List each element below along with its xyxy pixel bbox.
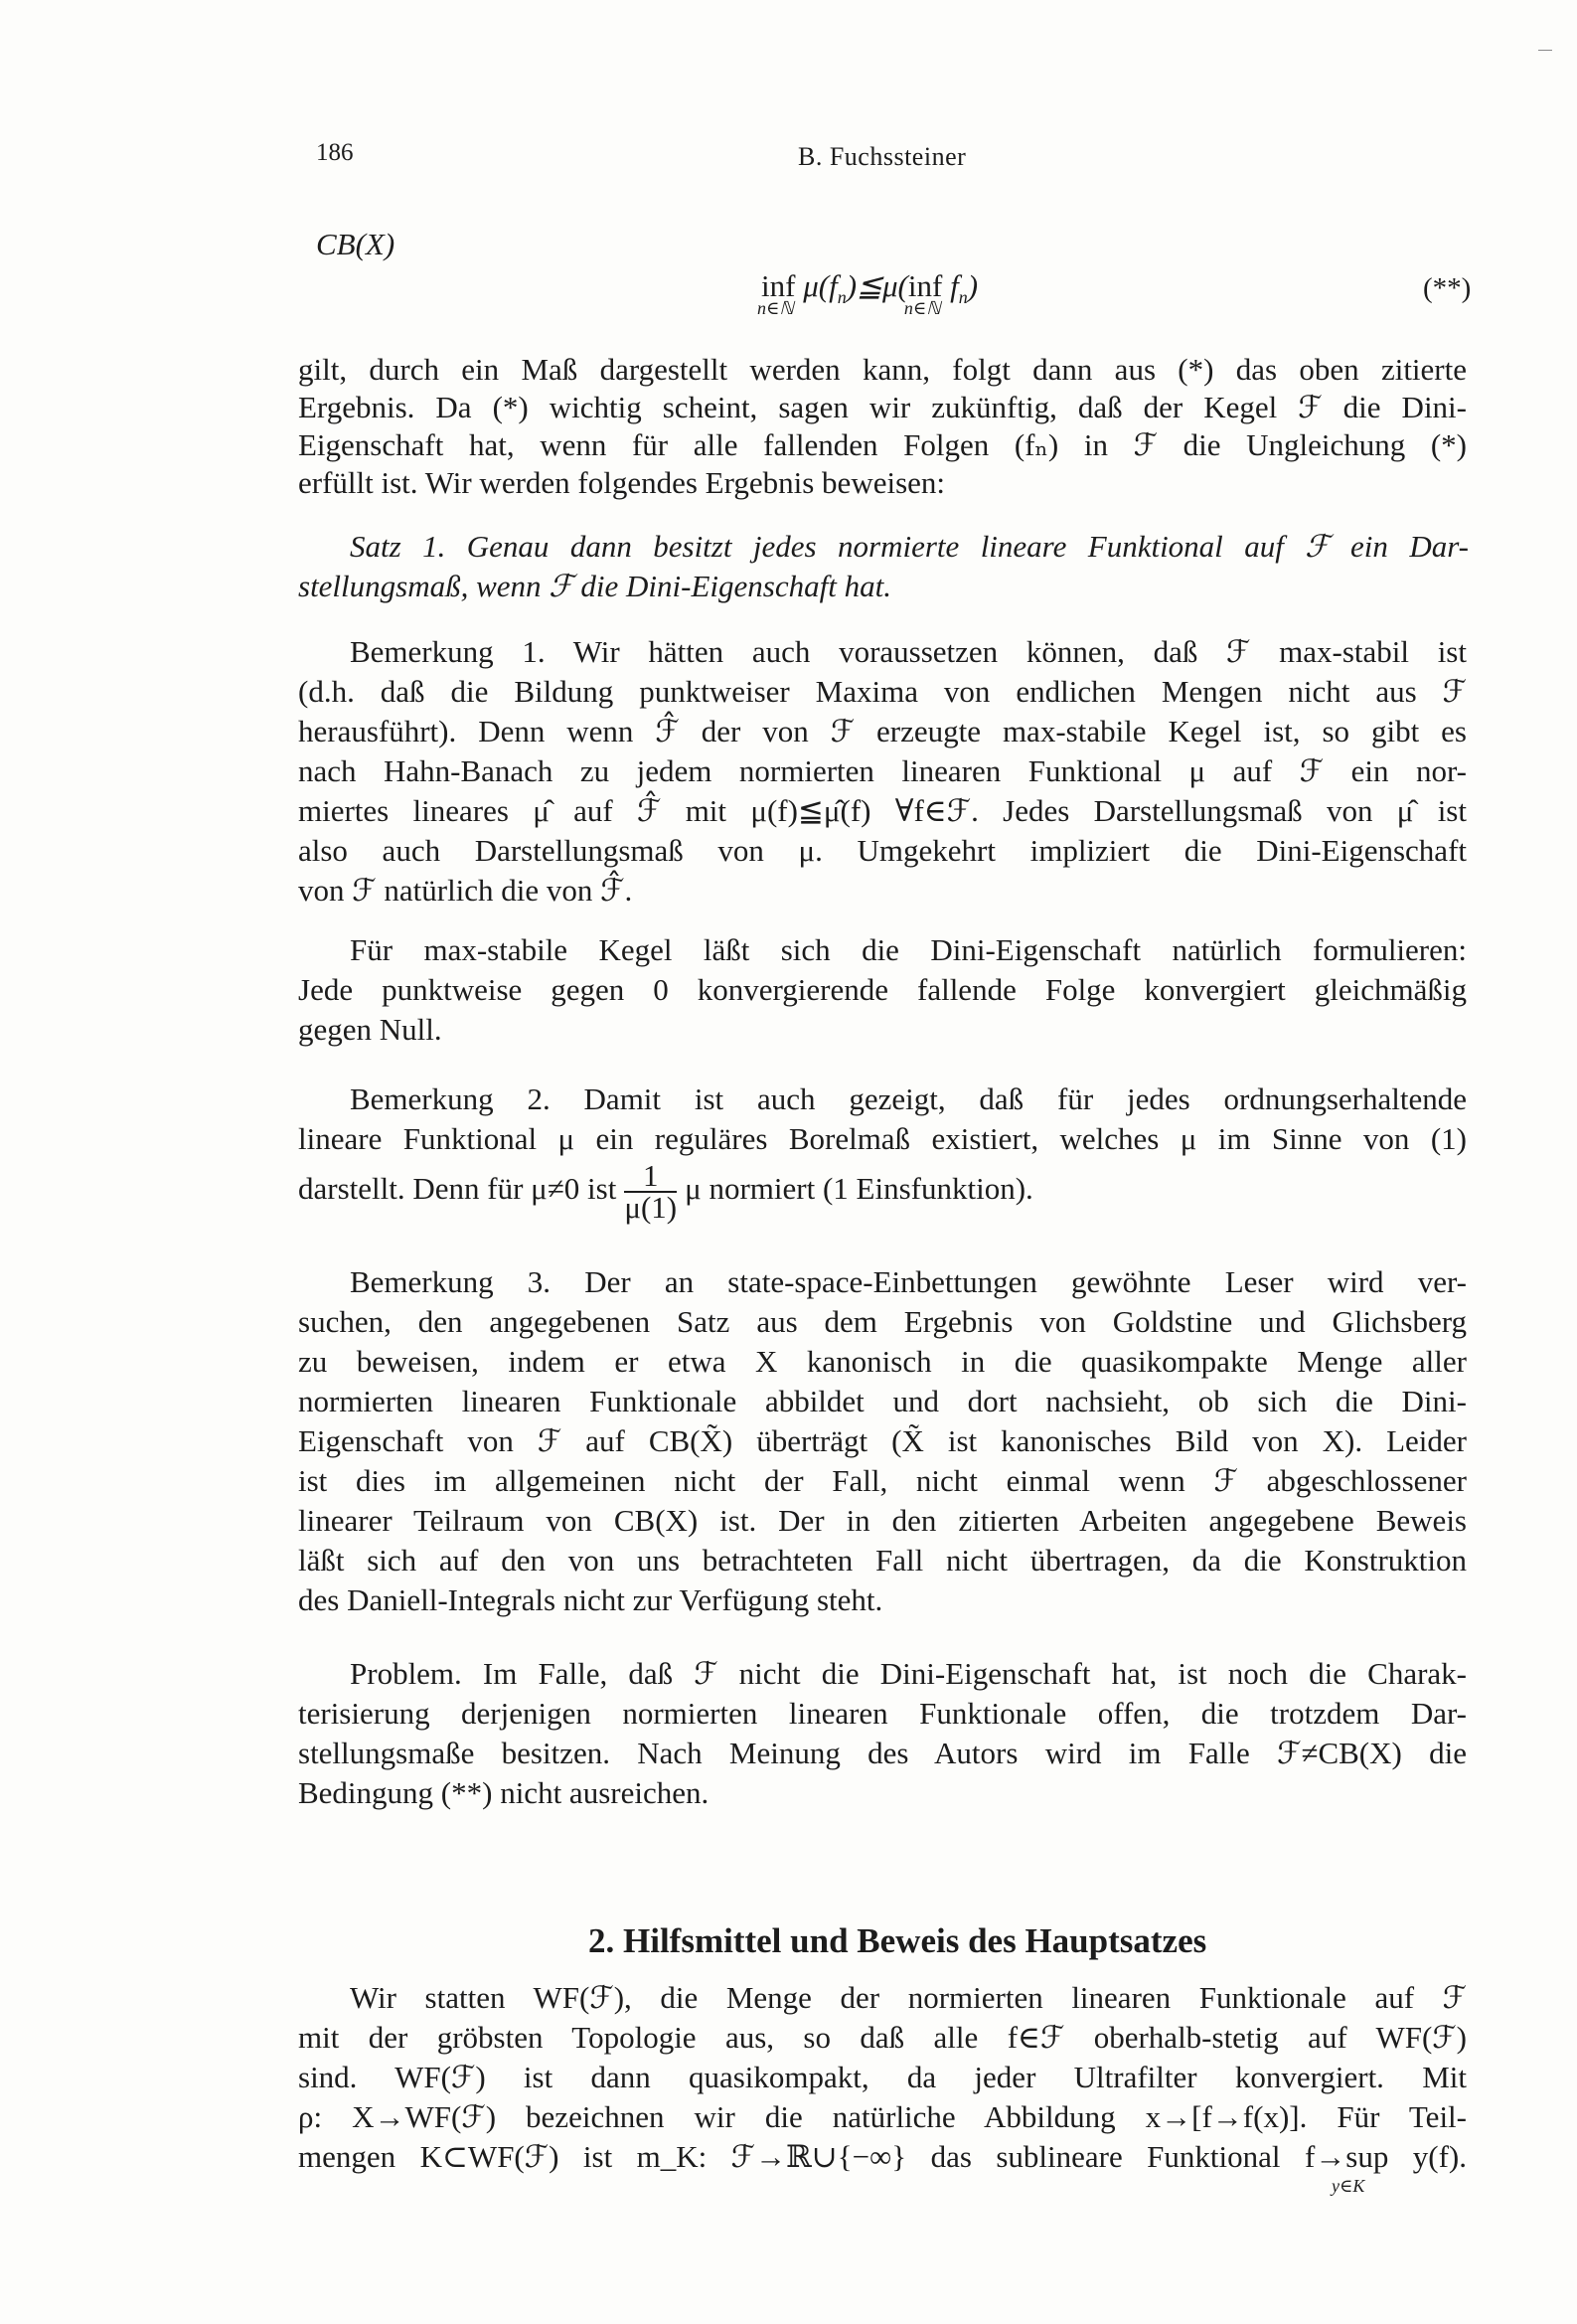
formula-inf-1: inf n∈ℕ	[757, 268, 796, 318]
text-line-with-fraction: darstellt. Denn für μ≠0 ist $\frac{1}{\mu(1)}$ μ normiert (1 Einsfunktion).	[298, 1158, 1033, 1225]
text-line: Problem. Im Falle, daß ℱ nicht die Dini-Eigenschaft hat, ist noch die Charak-	[350, 1656, 1467, 1691]
text-line: zu beweisen, indem er etwa X kanonisch in die quasikompakte Menge aller	[298, 1344, 1467, 1379]
text-line: Bedingung (**) nicht ausreichen.	[298, 1775, 710, 1810]
text-line: Bemerkung 1. Wir hätten auch voraussetzen können, daß ℱ max-stabil ist	[350, 634, 1467, 669]
text-line: herausführt). Denn wenn ℱ̂ der von ℱ erzeugte max-stabile Kegel ist, so gibt es	[298, 714, 1467, 748]
text-line: stellungsmaße besitzen. Nach Meinung des Autors wird im Falle ℱ≠CB(X) die	[298, 1736, 1467, 1770]
text-line: des Daniell-Integrals nicht zur Verfügung steht.	[298, 1582, 883, 1617]
text-line: Eigenschaft hat, wenn für alle fallenden Folgen (fₙ) in ℱ die Ungleichung (*)	[298, 427, 1467, 462]
text-line: ist dies im allgemeinen nicht der Fall, nicht einmal wenn ℱ abgeschlossener	[298, 1463, 1467, 1498]
fraction: $\frac{1}{\mu(1)}$	[624, 1158, 678, 1225]
text-line: Jede punktweise gegen 0 konvergierende fallende Folge konvergiert gleichmäßig	[298, 972, 1467, 1007]
running-header-author: B. Fuchssteiner	[798, 142, 967, 171]
section-heading: 2. Hilfsmittel und Beweis des Hauptsatzes	[588, 1921, 1207, 1960]
formula-tag: (**)	[1423, 272, 1472, 304]
text-line: Bemerkung 2. Damit ist auch gezeigt, daß für jedes ordnungserhaltende	[350, 1081, 1467, 1116]
text-line: Ergebnis. Da (*) wichtig scheint, sagen wir zukünftig, daß der Kegel ℱ die Dini-	[298, 390, 1467, 424]
text-line: mit der gröbsten Topologie aus, so daß alle f∈ℱ oberhalb-stetig auf WF(ℱ)	[298, 2020, 1467, 2055]
text-line: Bemerkung 3. Der an state-space-Einbettungen gewöhnte Leser wird ver-	[350, 1264, 1467, 1299]
sup-subscript: y∈K	[1332, 2176, 1365, 2196]
text-line: Wir statten WF(ℱ), die Menge der normierten linearen Funktionale auf ℱ	[350, 1980, 1467, 2015]
text-line: Für max-stabile Kegel läßt sich die Dini-Eigenschaft natürlich formulieren:	[350, 932, 1467, 967]
text-line: lineare Funktional μ ein reguläres Borelmaß existiert, welches μ im Sinne von (1)	[298, 1121, 1467, 1156]
text-line: terisierung derjenigen normierten linearen Funktionale offen, die trotzdem Dar-	[298, 1696, 1467, 1731]
space-label: CB(X)	[316, 227, 395, 261]
text-line: gilt, durch ein Maß dargestellt werden kann, folgt dann aus (*) das oben zitierte	[298, 352, 1467, 387]
display-formula: inf n∈ℕ $\mu(f_n)≦\mu(inf$ n∈ℕ $f_n$)	[757, 268, 979, 318]
text-line: von ℱ natürlich die von ℱ̂.	[298, 873, 633, 908]
text-line: linearer Teilraum von CB(X) ist. Der in den zitierten Arbeiten angegebene Beweis	[298, 1503, 1467, 1538]
formula-inf-2: inf n∈ℕ	[903, 268, 943, 318]
scan-mark	[1538, 50, 1552, 51]
text-line: gegen Null.	[298, 1012, 442, 1047]
text-line: ρ: X→WF(ℱ) bezeichnen wir die natürliche Abbildung x→[f→f(x)]. Für Teil-	[298, 2099, 1467, 2134]
text-line: sind. WF(ℱ) ist dann quasikompakt, da jeder Ultrafilter konvergiert. Mit	[298, 2060, 1467, 2094]
text-line: suchen, den angegebenen Satz aus dem Ergebnis von Goldstine und Glichsberg	[298, 1304, 1467, 1339]
text-line: also auch Darstellungsmaß von μ. Umgekehrt impliziert die Dini-Eigenschaft	[298, 833, 1467, 868]
formula-sub-2: n∈ℕ	[903, 298, 941, 318]
text-line: Eigenschaft von ℱ auf CB(X̃) überträgt (X̃ ist kanonisches Bild von X). Leider	[298, 1423, 1467, 1458]
page-number: 186	[316, 139, 354, 166]
formula-sub-1: n∈ℕ	[757, 298, 794, 318]
text-line: mengen K⊂WF(ℱ) ist m_K: ℱ→ℝ∪{−∞} das sublineare Funktional f→sup y(f).	[298, 2139, 1467, 2174]
text-line: nach Hahn-Banach zu jedem normierten linearen Funktional μ auf ℱ ein nor-	[298, 753, 1467, 788]
text-line: erfüllt ist. Wir werden folgendes Ergebnis beweisen:	[298, 465, 946, 500]
text-line: läßt sich auf den von uns betrachteten Fall nicht übertragen, da die Konstruktion	[298, 1543, 1467, 1577]
theorem-line: stellungsmaß, wenn ℱ die Dini-Eigenschaft hat.	[298, 569, 891, 603]
text-line: (d.h. daß die Bildung punktweiser Maxima von endlichen Mengen nicht aus ℱ	[298, 674, 1467, 709]
theorem-line: Satz 1. Genau dann besitzt jedes normierte lineare Funktional auf ℱ ein Dar-	[350, 529, 1469, 564]
text-line: miertes lineares μ̂ auf ℱ̂ mit μ(f)≦μ̂(f) ∀f∈ℱ. Jedes Darstellungsmaß von μ̂ ist	[298, 793, 1467, 828]
text-line: normierten linearen Funktionale abbildet und dort nachsieht, ob sich die Dini-	[298, 1384, 1467, 1418]
